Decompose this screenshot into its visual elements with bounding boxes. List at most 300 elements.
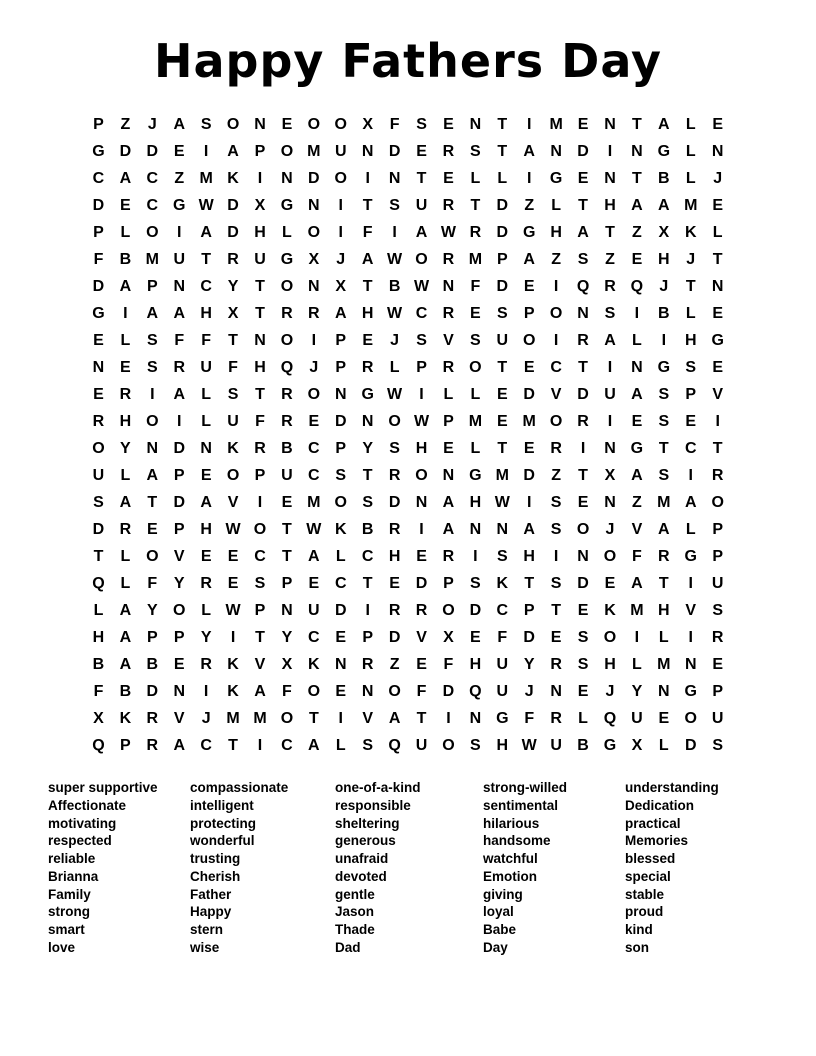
grid-letter: H [684, 331, 697, 349]
grid-letter: C [308, 466, 320, 484]
grid-letter: G [92, 142, 105, 160]
grid-letter: I [526, 115, 532, 133]
grid-letter: L [335, 547, 346, 565]
grid-letter: J [309, 358, 319, 376]
grid-letter: E [631, 250, 643, 268]
grid-letter: P [416, 358, 427, 376]
grid-letter: I [553, 547, 559, 565]
grid-letter: F [632, 547, 642, 565]
grid-letter: W [387, 250, 403, 268]
grid-letter: M [199, 169, 213, 187]
grid-letter: R [442, 547, 455, 565]
grid-letter: I [553, 277, 559, 295]
grid-letter: A [119, 655, 132, 673]
grid-letter: V [712, 385, 723, 403]
grid-letter: Q [92, 574, 105, 592]
grid-letter: I [123, 304, 128, 322]
grid-letter: T [685, 277, 696, 295]
grid-letter: O [307, 223, 321, 241]
grid-letter: O [711, 493, 724, 511]
grid-letter: O [92, 439, 105, 457]
grid-letter: I [688, 574, 693, 592]
grid-row [85, 597, 731, 624]
grid-letter: A [604, 331, 616, 349]
grid-letter: G [657, 358, 671, 376]
grid-letter: S [604, 304, 616, 322]
grid-letter: K [684, 223, 697, 241]
grid-letter: I [230, 628, 236, 646]
grid-letter: M [495, 466, 509, 484]
grid-letter: H [604, 196, 616, 214]
grid-row [85, 381, 731, 408]
word-list-item: one-of-a-kind [335, 780, 421, 795]
grid-letter: E [685, 412, 697, 430]
grid-letter: P [523, 601, 535, 619]
grid-letter: W [521, 736, 537, 754]
word-list-item: watchful [483, 851, 538, 866]
grid-letter: X [254, 196, 266, 214]
grid-letter: E [308, 574, 320, 592]
grid-letter: U [308, 601, 320, 619]
grid-letter: H [469, 493, 482, 511]
grid-letter: N [577, 304, 589, 322]
word-list-item: Affectionate [48, 797, 127, 813]
grid-letter: S [712, 601, 723, 619]
word-list-item: Happy [190, 904, 232, 920]
grid-letter: D [173, 439, 185, 457]
grid-letter: O [334, 115, 347, 133]
grid-letter: C [496, 601, 509, 619]
grid-letter: F [93, 250, 104, 268]
grid-letter: S [577, 628, 589, 646]
grid-letter: A [523, 142, 535, 160]
grid-letter: E [173, 655, 185, 673]
grid-letter: L [685, 142, 696, 160]
word-list-item: kind [625, 922, 653, 937]
word-list-column [625, 779, 795, 957]
word-list-item: hilarious [483, 815, 540, 831]
grid-letter: T [605, 223, 615, 241]
grid-letter: X [335, 277, 347, 295]
grid-row [85, 300, 731, 327]
grid-row [85, 570, 731, 597]
grid-letter: E [577, 115, 589, 133]
grid-letter: E [362, 331, 374, 349]
grid-letter: O [307, 682, 321, 700]
grid-letter: E [658, 709, 670, 727]
grid-letter: S [685, 358, 697, 376]
word-list-item: intelligent [190, 797, 254, 813]
word-list-item: Dedication [625, 797, 695, 813]
grid-letter: P [146, 628, 158, 646]
grid-letter: E [712, 304, 723, 322]
grid-letter: Z [551, 466, 562, 484]
grid-letter: I [203, 142, 209, 160]
word-list-item: wise [190, 939, 220, 955]
grid-letter: E [550, 628, 562, 646]
grid-letter: E [443, 169, 454, 187]
grid-letter: P [362, 628, 374, 646]
grid-letter: L [658, 736, 669, 754]
grid-letter: P [443, 574, 454, 592]
word-list-item: protecting [190, 815, 256, 831]
grid-letter: N [604, 169, 616, 187]
grid-letter: C [550, 358, 562, 376]
grid-letter: O [173, 601, 186, 619]
grid-letter: Q [469, 682, 482, 700]
grid-letter: N [254, 115, 266, 133]
grid-letter: A [442, 520, 455, 538]
grid-letter: P [146, 277, 158, 295]
grid-letter: N [442, 466, 455, 484]
grid-letter: W [225, 520, 241, 538]
grid-letter: D [577, 142, 589, 160]
grid-letter: R [577, 331, 589, 349]
word-list-item: stable [625, 886, 665, 902]
grid-letter: T [255, 304, 265, 322]
grid-letter: A [308, 736, 320, 754]
grid-letter: E [227, 547, 239, 565]
word-list-item: responsible [335, 797, 411, 813]
grid-letter: I [311, 331, 317, 349]
grid-letter: X [604, 466, 616, 484]
grid-letter: D [577, 574, 589, 592]
grid-letter: M [468, 250, 483, 268]
grid-letter: A [658, 520, 670, 538]
grid-letter: R [146, 736, 159, 754]
grid-letter: S [146, 358, 158, 376]
grid-letter: A [119, 277, 132, 295]
grid-letter: S [658, 385, 670, 403]
grid-letter: O [146, 547, 159, 565]
grid-letter: S [470, 574, 481, 592]
grid-letter: O [388, 412, 401, 430]
grid-letter: X [281, 655, 293, 673]
word-list-item: compassionate [190, 780, 289, 795]
grid-letter: Z [551, 250, 562, 268]
grid-letter: G [361, 385, 374, 403]
grid-letter: W [225, 601, 241, 619]
grid-letter: O [226, 115, 240, 133]
grid-letter: M [522, 412, 536, 430]
grid-letter: I [526, 169, 532, 187]
grid-row [85, 543, 731, 570]
grid-letter: R [442, 358, 455, 376]
grid-letter: R [281, 385, 293, 403]
grid-row [85, 435, 731, 462]
grid-letter: G [496, 709, 509, 727]
grid-letter: O [603, 628, 617, 646]
grid-letter: I [257, 736, 263, 754]
word-list-item: Father [190, 886, 232, 902]
grid-letter: G [630, 439, 644, 457]
grid-letter: Z [605, 250, 615, 268]
grid-letter: E [173, 142, 185, 160]
word-list-item: Memories [625, 833, 689, 849]
grid-letter: S [550, 493, 562, 511]
grid-letter: L [685, 169, 696, 187]
grid-letter: S [550, 520, 562, 538]
grid-letter: R [361, 655, 374, 673]
grid-letter: O [576, 520, 590, 538]
grid-letter: N [658, 682, 670, 700]
grid-letter: S [335, 466, 347, 484]
word-list-column [48, 779, 190, 957]
grid-letter: S [550, 574, 562, 592]
grid-letter: L [120, 331, 131, 349]
word-list-item: motivating [48, 815, 117, 831]
grid-letter: T [658, 574, 669, 592]
grid-letter: Y [523, 655, 535, 673]
grid-letter: I [392, 223, 397, 241]
grid-letter: O [334, 169, 347, 187]
grid-letter: R [711, 628, 724, 646]
word-list-item: Family [48, 886, 91, 902]
grid-letter: A [631, 574, 643, 592]
word-list-item: Cherish [190, 868, 241, 884]
grid-letter: N [469, 520, 482, 538]
word-list-item: smart [48, 922, 85, 937]
grid-letter: T [255, 277, 265, 295]
grid-letter: C [308, 439, 320, 457]
grid-letter: O [415, 466, 428, 484]
grid-letter: C [334, 574, 347, 592]
grid-letter: R [308, 304, 320, 322]
grid-letter: U [711, 709, 724, 727]
grid-letter: P [523, 304, 535, 322]
grid-letter: T [362, 466, 373, 484]
grid-letter: T [497, 142, 508, 160]
grid-letter: T [712, 250, 723, 268]
grid-letter: N [281, 169, 293, 187]
grid-letter: N [388, 169, 401, 187]
grid-letter: H [415, 439, 428, 457]
word-list-item: strong [48, 904, 90, 920]
grid-letter: E [443, 115, 454, 133]
grid-row [85, 138, 731, 165]
grid-letter: V [443, 331, 454, 349]
grid-letter: E [523, 358, 535, 376]
grid-letter: I [150, 385, 155, 403]
grid-letter: T [201, 250, 212, 268]
grid-letter: W [306, 520, 322, 538]
grid-letter: D [496, 277, 509, 295]
grid-letter: N [711, 142, 724, 160]
grid-letter: R [200, 574, 212, 592]
grid-letter: Z [632, 223, 642, 241]
grid-letter: M [145, 250, 159, 268]
grid-letter: U [92, 466, 105, 484]
grid-letter: D [523, 385, 535, 403]
grid-letter: D [227, 196, 239, 214]
grid-letter: L [470, 439, 481, 457]
grid-letter: B [281, 439, 293, 457]
grid-letter: N [684, 655, 697, 673]
word-list-item: Dad [335, 939, 361, 955]
grid-letter: E [443, 439, 454, 457]
grid-letter: M [307, 493, 321, 511]
grid-letter: J [390, 331, 400, 349]
grid-letter: A [631, 196, 643, 214]
grid-letter: D [577, 385, 589, 403]
grid-letter: R [442, 196, 455, 214]
grid-letter: X [631, 736, 643, 754]
grid-letter: V [362, 709, 374, 727]
grid-letter: G [684, 682, 697, 700]
grid-letter: N [281, 601, 293, 619]
grid-letter: R [604, 277, 616, 295]
grid-letter: R [469, 223, 482, 241]
grid-letter: A [227, 142, 239, 160]
grid-letter: U [173, 250, 185, 268]
grid-letter: X [93, 709, 104, 727]
grid-letter: P [173, 520, 185, 538]
word-list-item: sheltering [335, 815, 400, 831]
grid-letter: A [173, 115, 185, 133]
grid-letter: K [119, 709, 132, 727]
grid-letter: D [146, 682, 159, 700]
grid-letter: O [280, 709, 294, 727]
grid-letter: T [497, 115, 508, 133]
grid-letter: H [388, 547, 401, 565]
grid-letter: L [497, 169, 508, 187]
grid-letter: E [631, 412, 643, 430]
grid-letter: J [524, 682, 534, 700]
grid-letter: I [634, 304, 640, 322]
grid-letter: L [470, 169, 481, 187]
grid-letter: B [658, 169, 670, 187]
grid-letter: W [413, 277, 430, 295]
grid-letter: D [523, 628, 535, 646]
grid-letter: Y [362, 439, 374, 457]
word-list-item: unafraid [335, 851, 389, 866]
grid-letter: D [173, 493, 185, 511]
grid-letter: P [335, 331, 347, 349]
grid-letter: T [228, 331, 238, 349]
grid-letter: R [281, 412, 293, 430]
grid-letter: H [361, 304, 374, 322]
grid-letter: I [338, 223, 343, 241]
grid-letter: D [442, 682, 455, 700]
grid-letter: D [684, 736, 697, 754]
grid-letter: G [603, 736, 617, 754]
grid-letter: A [119, 601, 132, 619]
grid-letter: F [524, 709, 535, 727]
grid-letter: D [415, 574, 428, 592]
grid-letter: R [146, 709, 159, 727]
grid-letter: L [120, 223, 131, 241]
grid-letter: L [658, 628, 669, 646]
grid-row [85, 192, 731, 219]
grid-letter: G [173, 196, 186, 214]
grid-letter: I [257, 493, 263, 511]
grid-letter: N [604, 439, 616, 457]
grid-row [85, 111, 731, 138]
grid-letter: N [631, 358, 643, 376]
grid-letter: H [469, 655, 482, 673]
word-list-column [190, 779, 335, 957]
grid-letter: S [200, 115, 212, 133]
grid-letter: E [577, 493, 589, 511]
grid-letter: R [658, 547, 670, 565]
grid-letter: M [307, 142, 321, 160]
grid-letter: A [631, 385, 643, 403]
grid-letter: K [227, 169, 239, 187]
grid-letter: T [228, 736, 238, 754]
grid-letter: O [469, 358, 482, 376]
grid-letter: A [119, 493, 132, 511]
grid-letter: P [712, 520, 723, 538]
grid-letter: N [469, 115, 482, 133]
grid-letter: A [388, 709, 401, 727]
grid-letter: U [496, 331, 509, 349]
grid-letter: S [93, 493, 104, 511]
grid-letter: C [254, 547, 266, 565]
grid-letter: D [146, 142, 159, 160]
grid-letter: I [607, 412, 613, 430]
grid-letter: L [201, 412, 212, 430]
grid-letter: R [227, 250, 239, 268]
grid-letter: R [577, 412, 589, 430]
grid-letter: V [173, 709, 185, 727]
grid-row [85, 624, 731, 651]
word-list-item: Day [483, 939, 508, 955]
grid-letter: H [200, 304, 212, 322]
grid-letter: M [657, 493, 671, 511]
grid-letter: I [365, 169, 370, 187]
grid-letter: M [468, 412, 483, 430]
grid-letter: L [551, 196, 562, 214]
word-list-item: Babe [483, 922, 517, 937]
grid-letter: E [604, 574, 616, 592]
grid-letter: U [711, 574, 724, 592]
grid-letter: Q [603, 709, 617, 727]
word-list-item: reliable [48, 851, 96, 866]
grid-letter: I [177, 223, 182, 241]
grid-letter: E [577, 682, 589, 700]
grid-letter: E [335, 628, 347, 646]
word-list-item: handsome [483, 833, 551, 849]
grid-letter: D [92, 277, 105, 295]
puzzle-title: Happy Fathers Day [154, 34, 662, 88]
grid-letter: O [253, 520, 267, 538]
word-list-column [483, 779, 625, 957]
grid-letter: M [226, 709, 240, 727]
grid-letter: O [684, 709, 697, 727]
grid-row [85, 705, 731, 732]
grid-letter: D [523, 466, 535, 484]
grid-letter: H [658, 250, 670, 268]
grid-letter: O [549, 304, 563, 322]
grid-letter: L [685, 304, 696, 322]
grid-letter: S [362, 493, 374, 511]
grid-letter: A [308, 547, 320, 565]
grid-letter: A [146, 466, 159, 484]
grid-letter: X [658, 223, 670, 241]
word-list-item: love [48, 939, 76, 955]
grid-letter: K [227, 655, 239, 673]
grid-row [85, 246, 731, 273]
grid-letter: N [308, 277, 320, 295]
grid-letter: U [200, 358, 212, 376]
grid-letter: T [551, 601, 562, 619]
grid-letter: G [522, 223, 536, 241]
grid-row [85, 732, 731, 759]
grid-letter: O [522, 331, 536, 349]
grid-letter: A [442, 493, 455, 511]
grid-letter: W [387, 304, 403, 322]
grid-letter: H [550, 223, 562, 241]
